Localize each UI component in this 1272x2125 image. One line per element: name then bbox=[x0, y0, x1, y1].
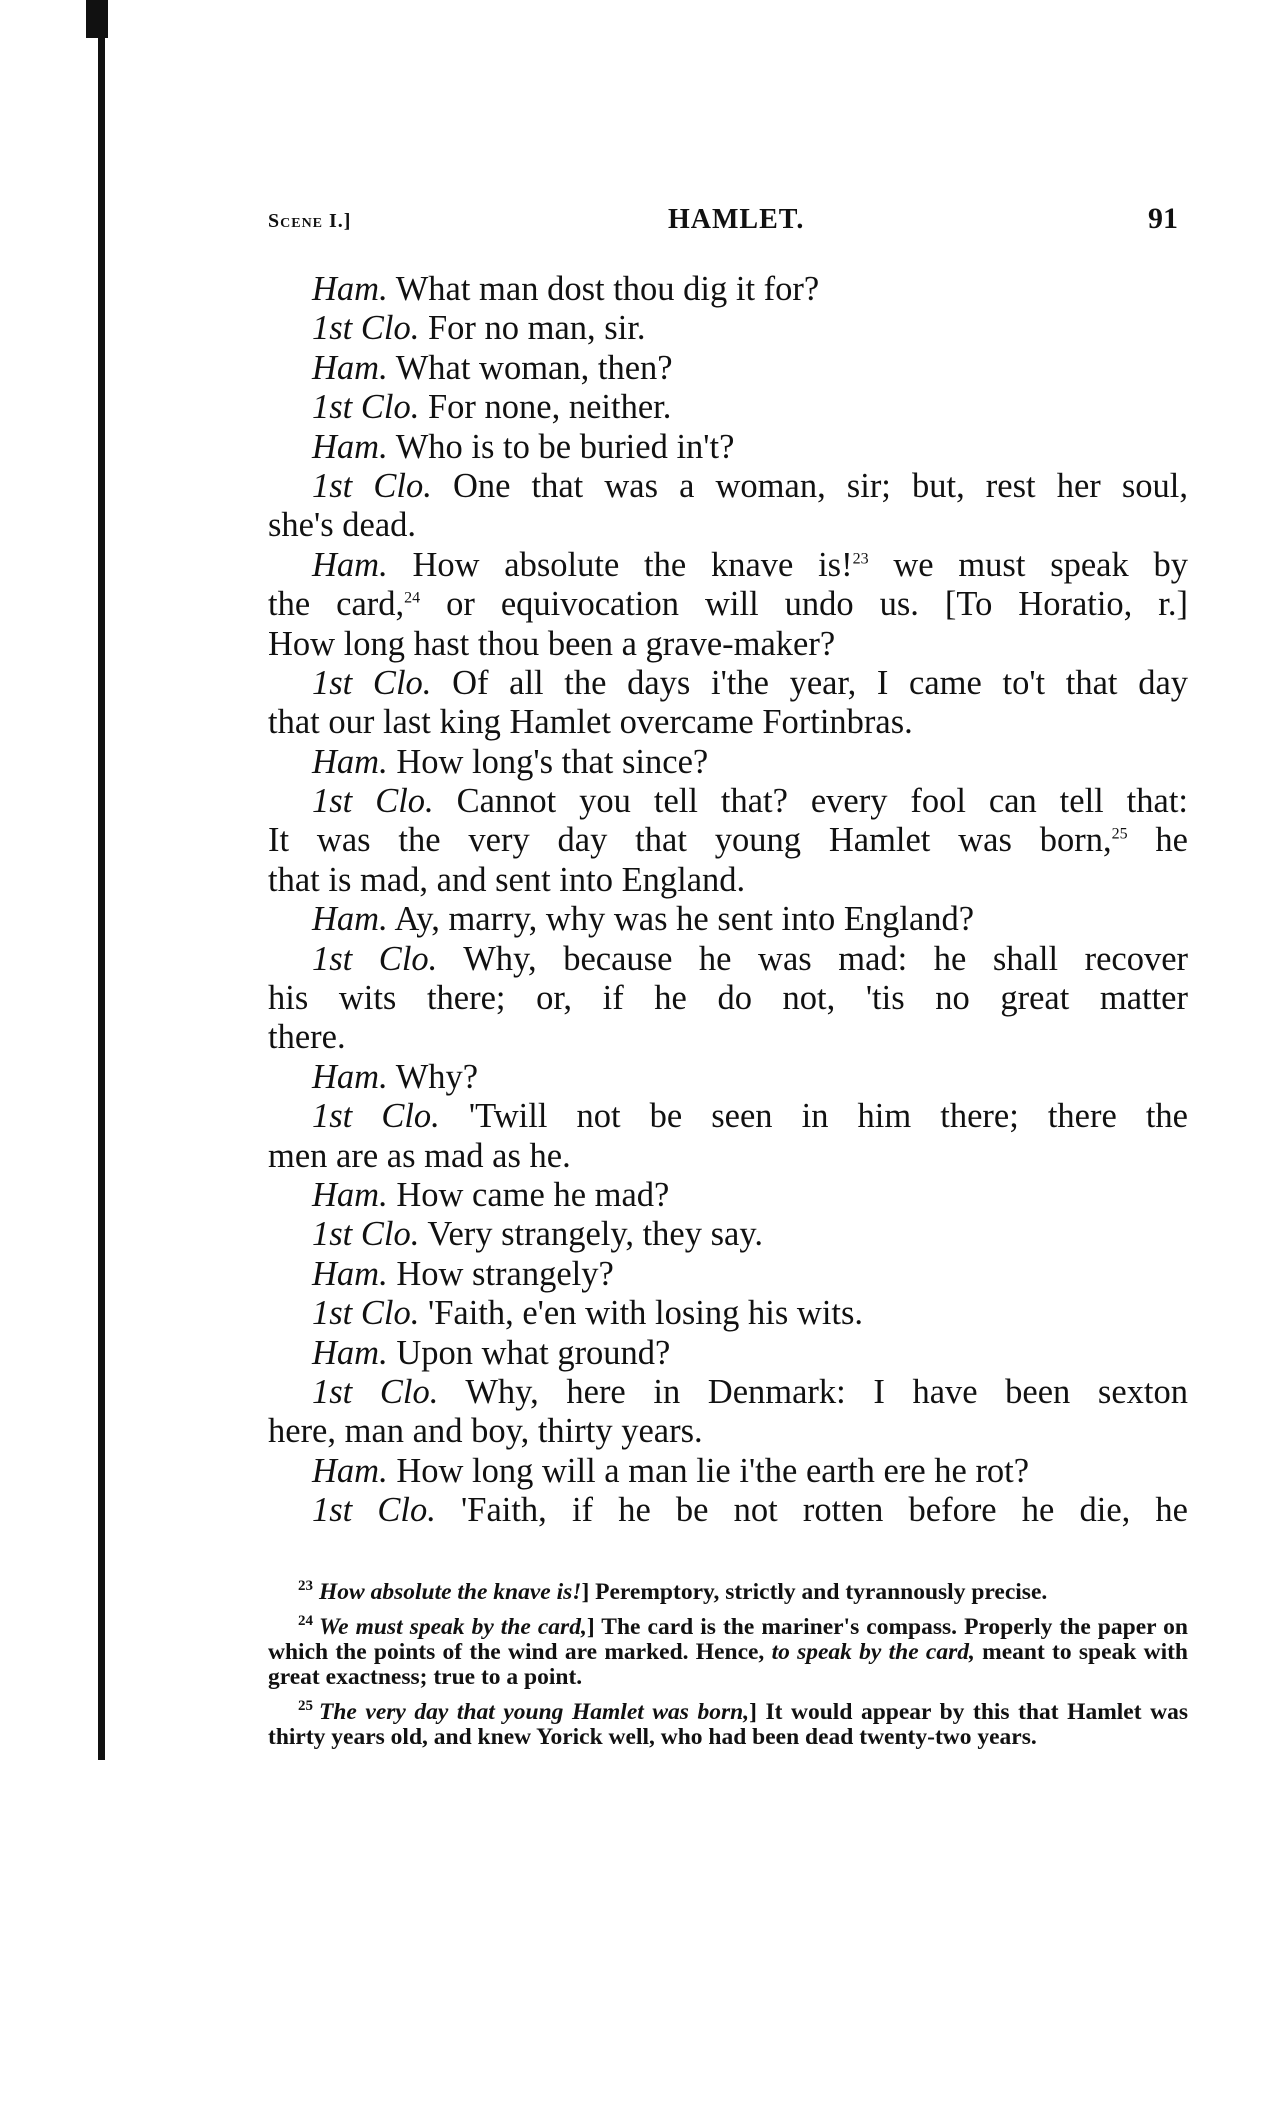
speech-text: here, man and boy, thirty years. bbox=[268, 1412, 703, 1451]
speaker-name: 1st Clo. bbox=[312, 1215, 420, 1254]
speech-text: she's dead. bbox=[268, 506, 417, 545]
text-line bbox=[268, 1452, 1188, 1491]
speaker-name: 1st Clo. bbox=[312, 309, 420, 348]
text-line bbox=[268, 1018, 1188, 1057]
speech-text-continued: he bbox=[1127, 821, 1188, 860]
speech-text: that our last king Hamlet overcame Fortinbras. bbox=[268, 703, 913, 742]
text-line bbox=[268, 979, 1188, 1018]
speaker-name: Ham. bbox=[312, 1254, 388, 1293]
footnote-reference: How absolute the knave is! bbox=[319, 1579, 582, 1605]
speech-text: How strangely? bbox=[387, 1254, 614, 1293]
speech-text: 'Faith, e'en with losing his wits. bbox=[419, 1294, 864, 1333]
footnote bbox=[268, 1580, 1188, 1605]
text-line bbox=[268, 585, 1188, 624]
speech-text-continued: or equivocation will undo us. [To Horatio, r.] bbox=[420, 585, 1188, 624]
text-line bbox=[268, 703, 1188, 742]
text-line bbox=[268, 1097, 1188, 1136]
text-line bbox=[268, 428, 1188, 467]
footnote-text-continued: meant to speak with great exactness; true to a point. bbox=[268, 1639, 1188, 1690]
speaker-name: Ham. bbox=[312, 270, 388, 308]
text-line bbox=[268, 900, 1188, 939]
text-line bbox=[268, 1294, 1188, 1333]
text-line bbox=[268, 782, 1188, 821]
speech-text: Cannot you tell that? every fool can tell that: bbox=[433, 782, 1188, 821]
footnote-emphasis: to speak by the card, bbox=[771, 1639, 975, 1665]
speech-text: How absolute the knave is! bbox=[387, 545, 853, 584]
binding-edge bbox=[98, 0, 105, 1760]
speech-text: his wits there; or, if he do not, 'tis no great matter bbox=[268, 979, 1188, 1018]
text-line bbox=[268, 1176, 1188, 1215]
text-line bbox=[268, 861, 1188, 900]
footnote-number: 23 bbox=[298, 1578, 313, 1595]
footnote-text: ] It would appear by this that Hamlet was thirty years old, and knew Yorick well, who had been dead twenty-two years. bbox=[268, 1699, 1188, 1750]
text-line bbox=[268, 349, 1188, 388]
speech-text: that is mad, and sent into England. bbox=[268, 860, 746, 899]
footnote-reference: We must speak by the card, bbox=[319, 1614, 587, 1640]
speaker-name: 1st Clo. bbox=[312, 782, 434, 821]
speaker-name: Ham. bbox=[312, 1333, 388, 1372]
speech-text: Why, because he was mad: he shall recover bbox=[437, 939, 1188, 978]
text-line bbox=[268, 270, 1188, 309]
text-line bbox=[268, 506, 1188, 545]
footnote-marker: 25 bbox=[1111, 825, 1128, 843]
text-line bbox=[268, 1058, 1188, 1097]
footnote-text: ] Peremptory, strictly and tyrannously precise. bbox=[581, 1579, 1048, 1605]
footnote-number: 25 bbox=[298, 1698, 313, 1715]
speech-text: What woman, then? bbox=[387, 348, 673, 387]
scene-label: Scene I.] bbox=[268, 210, 352, 232]
text-line bbox=[268, 388, 1188, 427]
footnote bbox=[268, 1700, 1188, 1750]
text-line bbox=[268, 1373, 1188, 1412]
speech-text: How long's that since? bbox=[387, 742, 709, 781]
text-line bbox=[268, 1491, 1188, 1530]
text-line bbox=[268, 1334, 1188, 1373]
speaker-name: Ham. bbox=[312, 545, 388, 584]
speech-text: Why, here in Denmark: I have been sexton bbox=[438, 1372, 1188, 1411]
speech-text: For none, neither. bbox=[419, 388, 672, 427]
footnotes bbox=[268, 1580, 1188, 1760]
footnote-marker: 23 bbox=[852, 550, 869, 568]
text-line bbox=[268, 625, 1188, 664]
text-line bbox=[268, 1412, 1188, 1451]
text-line bbox=[268, 1137, 1188, 1176]
speech-text: How long hast thou been a grave-maker? bbox=[268, 624, 836, 663]
text-line bbox=[268, 664, 1188, 703]
speech-text: It was the very day that young Hamlet was born, bbox=[268, 821, 1112, 860]
footnote-text: ] The card is the mariner's compass. Properly the paper on which the points of the wind are marked. Hence, bbox=[268, 1614, 1189, 1665]
speech-text: Upon what ground? bbox=[387, 1333, 671, 1372]
speaker-name: 1st Clo. bbox=[312, 388, 420, 427]
speaker-name: 1st Clo. bbox=[312, 663, 432, 702]
speaker-name: 1st Clo. bbox=[312, 1491, 436, 1530]
speech-text: What man dost thou dig it for? bbox=[387, 270, 820, 308]
text-line bbox=[268, 546, 1188, 585]
speech-text: men are as mad as he. bbox=[268, 1136, 571, 1175]
speech-text: For no man, sir. bbox=[419, 309, 646, 348]
speech-text-continued: we must speak by bbox=[868, 545, 1188, 584]
footnote-marker: 24 bbox=[404, 589, 421, 607]
speaker-name: Ham. bbox=[312, 742, 388, 781]
speech-text: How came he mad? bbox=[387, 1175, 670, 1214]
speaker-name: 1st Clo. bbox=[312, 1097, 440, 1136]
footnote-number: 24 bbox=[298, 1613, 313, 1630]
text-line bbox=[268, 1255, 1188, 1294]
running-header bbox=[268, 200, 1188, 240]
speaker-name: Ham. bbox=[312, 900, 388, 939]
speaker-name: Ham. bbox=[312, 427, 388, 466]
text-line bbox=[268, 309, 1188, 348]
speech-text: Ay, marry, why was he sent into England? bbox=[387, 900, 975, 939]
footnote bbox=[268, 1615, 1188, 1690]
speech-text: How long will a man lie i'the earth ere he rot? bbox=[387, 1451, 1030, 1490]
speaker-name: 1st Clo. bbox=[312, 1372, 439, 1411]
speaker-name: 1st Clo. bbox=[312, 1294, 420, 1333]
text-line bbox=[268, 940, 1188, 979]
speaker-name: Ham. bbox=[312, 348, 388, 387]
speaker-name: Ham. bbox=[312, 1175, 388, 1214]
speech-text: Who is to be buried in't? bbox=[387, 427, 735, 466]
text-line bbox=[268, 467, 1188, 506]
speaker-name: Ham. bbox=[312, 1057, 388, 1096]
speech-text: 'Faith, if he be not rotten before he die, he bbox=[435, 1491, 1188, 1530]
speaker-name: Ham. bbox=[312, 1451, 388, 1490]
speaker-name: 1st Clo. bbox=[312, 939, 438, 978]
speech-text: there. bbox=[268, 1018, 346, 1057]
running-title: HAMLET. bbox=[668, 204, 805, 235]
speech-text: the card, bbox=[268, 585, 405, 624]
dialogue-text bbox=[268, 270, 1188, 1531]
speech-text: Why? bbox=[387, 1057, 479, 1096]
text-line bbox=[268, 821, 1188, 860]
footnote-reference: The very day that young Hamlet was born, bbox=[319, 1699, 750, 1725]
speech-text: Of all the days i'the year, I came to't that day bbox=[431, 663, 1189, 702]
speech-text: Very strangely, they say. bbox=[419, 1215, 763, 1254]
text-line bbox=[268, 743, 1188, 782]
speech-text: 'Twill not be seen in him there; there the bbox=[439, 1097, 1188, 1136]
speech-text: One that was a woman, sir; but, rest her soul, bbox=[431, 466, 1188, 505]
speaker-name: 1st Clo. bbox=[312, 466, 432, 505]
page-number: 91 bbox=[1148, 202, 1178, 235]
text-line bbox=[268, 1215, 1188, 1254]
